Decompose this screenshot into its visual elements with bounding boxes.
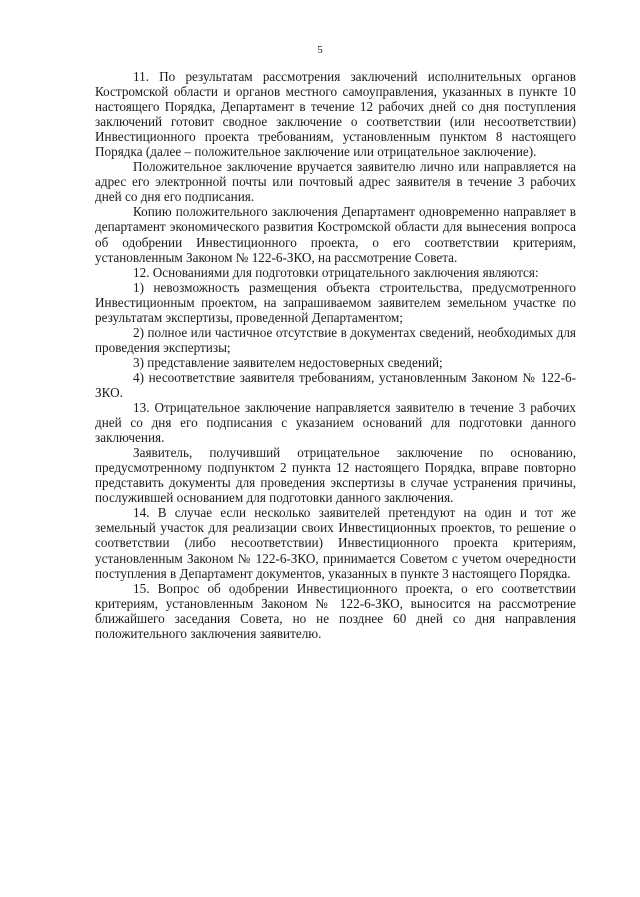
paragraph-12-item-1: 1) невозможность размещения объекта строительства, предусмотренного Инвестиционным проектом, на запрашиваемом заявителем земельном участке по результатам экспертизы, проведенной Департаментом; <box>95 279 576 325</box>
paragraph-15: 15. Вопрос об одобрении Инвестиционного проекта, о его соответствии критериям, установленным Законом № 122-6-ЗКО, выносится на рассмотрение ближайшего заседания Совета, но не позднее 60 дней со дня направления положительного заключения заявителю. <box>95 580 576 641</box>
page-number: 5 <box>317 44 323 56</box>
paragraph-positive-conclusion-copy: Копию положительного заключения Департамент одновременно направляет в департамент экономического развития Костромской области для вынесения вопроса об одобрении Инвестиционного проекта, о его соответствии критериям, установленным Законом № 122-6-ЗКО, на рассмотрение Совета. <box>95 204 576 265</box>
paragraph-13: 13. Отрицательное заключение направляется заявителю в течение 3 рабочих дней со дня его подписания с указанием оснований для подготовки данного заключения. <box>95 400 576 446</box>
paragraph-resubmission: Заявитель, получивший отрицательное заключение по основанию, предусмотренному подпунктом 2 пункта 12 настоящего Порядка, вправе повторно представить документы для проведения экспертизы в случае устранения причины, послужившей основанием для подготовки данного заключения. <box>95 445 576 506</box>
paragraph-11: 11. По результатам рассмотрения заключений исполнительных органов Костромской области и органов местного самоуправления, указанных в пункте 10 настоящего Порядка, Департамент в течение 12 рабочих дней со дня поступления заключений готовит сводное заключение о соответствии (или несоответствии) Инвестиционного проекта требованиям, установленным пунктом 8 настоящего Порядка (далее – положительное заключение или отрицательное заключение). <box>95 69 576 160</box>
paragraph-12: 12. Основаниями для подготовки отрицательного заключения являются: <box>133 264 539 280</box>
paragraph-12-item-2: 2) полное или частичное отсутствие в документах сведений, необходимых для проведения экспертизы; <box>95 324 576 355</box>
paragraph-12-item-4: 4) несоответствие заявителя требованиям, установленным Законом № 122-6-ЗКО. <box>95 369 576 400</box>
paragraph-14: 14. В случае если несколько заявителей претендуют на один и тот же земельный участок для реализации своих Инвестиционных проектов, то решение о соответствии (либо несоответствии) Инвестиционного проекта критериям, установленным Законом № 122-6-ЗКО, принимается Советом с учетом очередности поступления в Департамент документов, указанных в пункте 3 настоящего Порядка. <box>95 505 576 581</box>
paragraph-positive-conclusion-delivery: Положительное заключение вручается заявителю лично или направляется на адрес его электронной почты или почтовый адрес заявителя в течение 3 рабочих дней со дня его подписания. <box>95 159 576 205</box>
paragraph-12-item-3: 3) представление заявителем недостоверных сведений; <box>133 354 443 370</box>
document-body <box>95 69 576 641</box>
